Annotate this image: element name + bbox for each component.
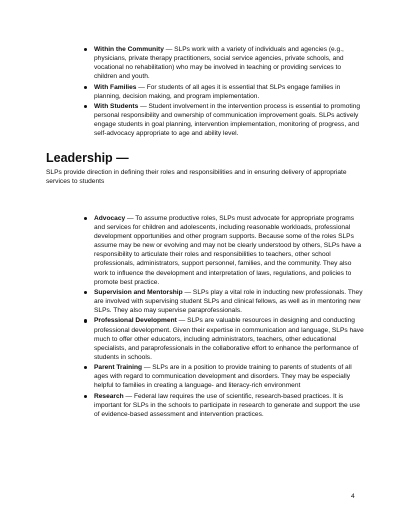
list-item [94, 83, 361, 101]
collaboration-bullet-list [94, 45, 361, 140]
bullet-text: — To assume productive roles, SLPs must advocate for appropriate programs and services for children and adolescents, including reasonable workloads, professional development opportunities and other program supports. Because some of the roles SLPs assume may be new or evolving and may not be clearly understood by others, SLPs have a responsibility to articulate their roles and responsibilities to teachers, other school professionals, administrators, support personnel, families, and the community. They also work to influence the development and interpretation of laws, regulations, and policies to promote best practice. [94, 215, 362, 286]
bullet-text: — SLPs are in a position to provide training to parents of students of all ages with regard to communication development and disorders. They may be especially helpful to families in creating a language- and literacy-rich environment [94, 364, 352, 390]
bullet-term: With Families [94, 83, 137, 91]
bullet-text: — SLPs play a vital role in inducting new professionals. They are involved with supervising student SLPs and clinical fellows, as well as in mentoring new SLPs. They also may supervise paraprofessionals. [94, 288, 363, 315]
bullet-text: — Student involvement in the intervention process is essential to promoting personal responsibility and ownership of communication improvement goals. SLPs actively engage students in goal planning, intervention implementation, monitoring of progress, and self-advocacy appropriate to age and ability level. [94, 102, 361, 138]
section-intro: SLPs provide direction in defining their roles and responsibilities and in ensuring delivery of appropriate services to students [46, 169, 347, 186]
bullet-term: Professional Development [94, 317, 177, 325]
list-item [94, 214, 364, 287]
bullet-term: With Students [94, 102, 139, 110]
bullet-text: — Federal law requires the use of scientific, research-based practices. It is important for SLPs in the schools to participate in research to generate and support the use of evidence-based assessment and intervention practices. [94, 392, 361, 418]
bullet-text: — SLPs are valuable resources in designing and conducting professional development. Given their expertise in communication and language, SLPs have much to offer other educators, including administrators, teachers, other educational specialists, and paraprofessionals in the collaborative effort to enhance the performance of students in schools. [94, 317, 364, 361]
bullet-term: Research [94, 392, 124, 400]
list-item [94, 363, 364, 390]
bullet-term: Advocacy [94, 215, 126, 222]
bullet-text: — For students of all ages it is essential that SLPs engage families in planning, decision making, and program implementation. [94, 83, 341, 100]
list-item [94, 45, 361, 81]
section-heading: Leadership — [46, 151, 129, 165]
list-item [94, 316, 364, 361]
bullet-term: Supervision and Mentorship [94, 288, 183, 296]
leadership-bullet-list [94, 214, 364, 420]
page-number: 4 [351, 493, 355, 500]
bullet-term: Parent Training [94, 364, 142, 372]
list-item [94, 392, 364, 419]
bullet-term: Within the Community [94, 46, 164, 53]
bullet-text: — SLPs work with a variety of individuals and agencies (e.g., physicians, private therapy practitioners, social service agencies, private schools, and vocational no rehabilitation) who may be involved in teaching or providing services to children and youth. [94, 46, 344, 81]
list-item [94, 288, 364, 315]
list-item [94, 102, 361, 138]
